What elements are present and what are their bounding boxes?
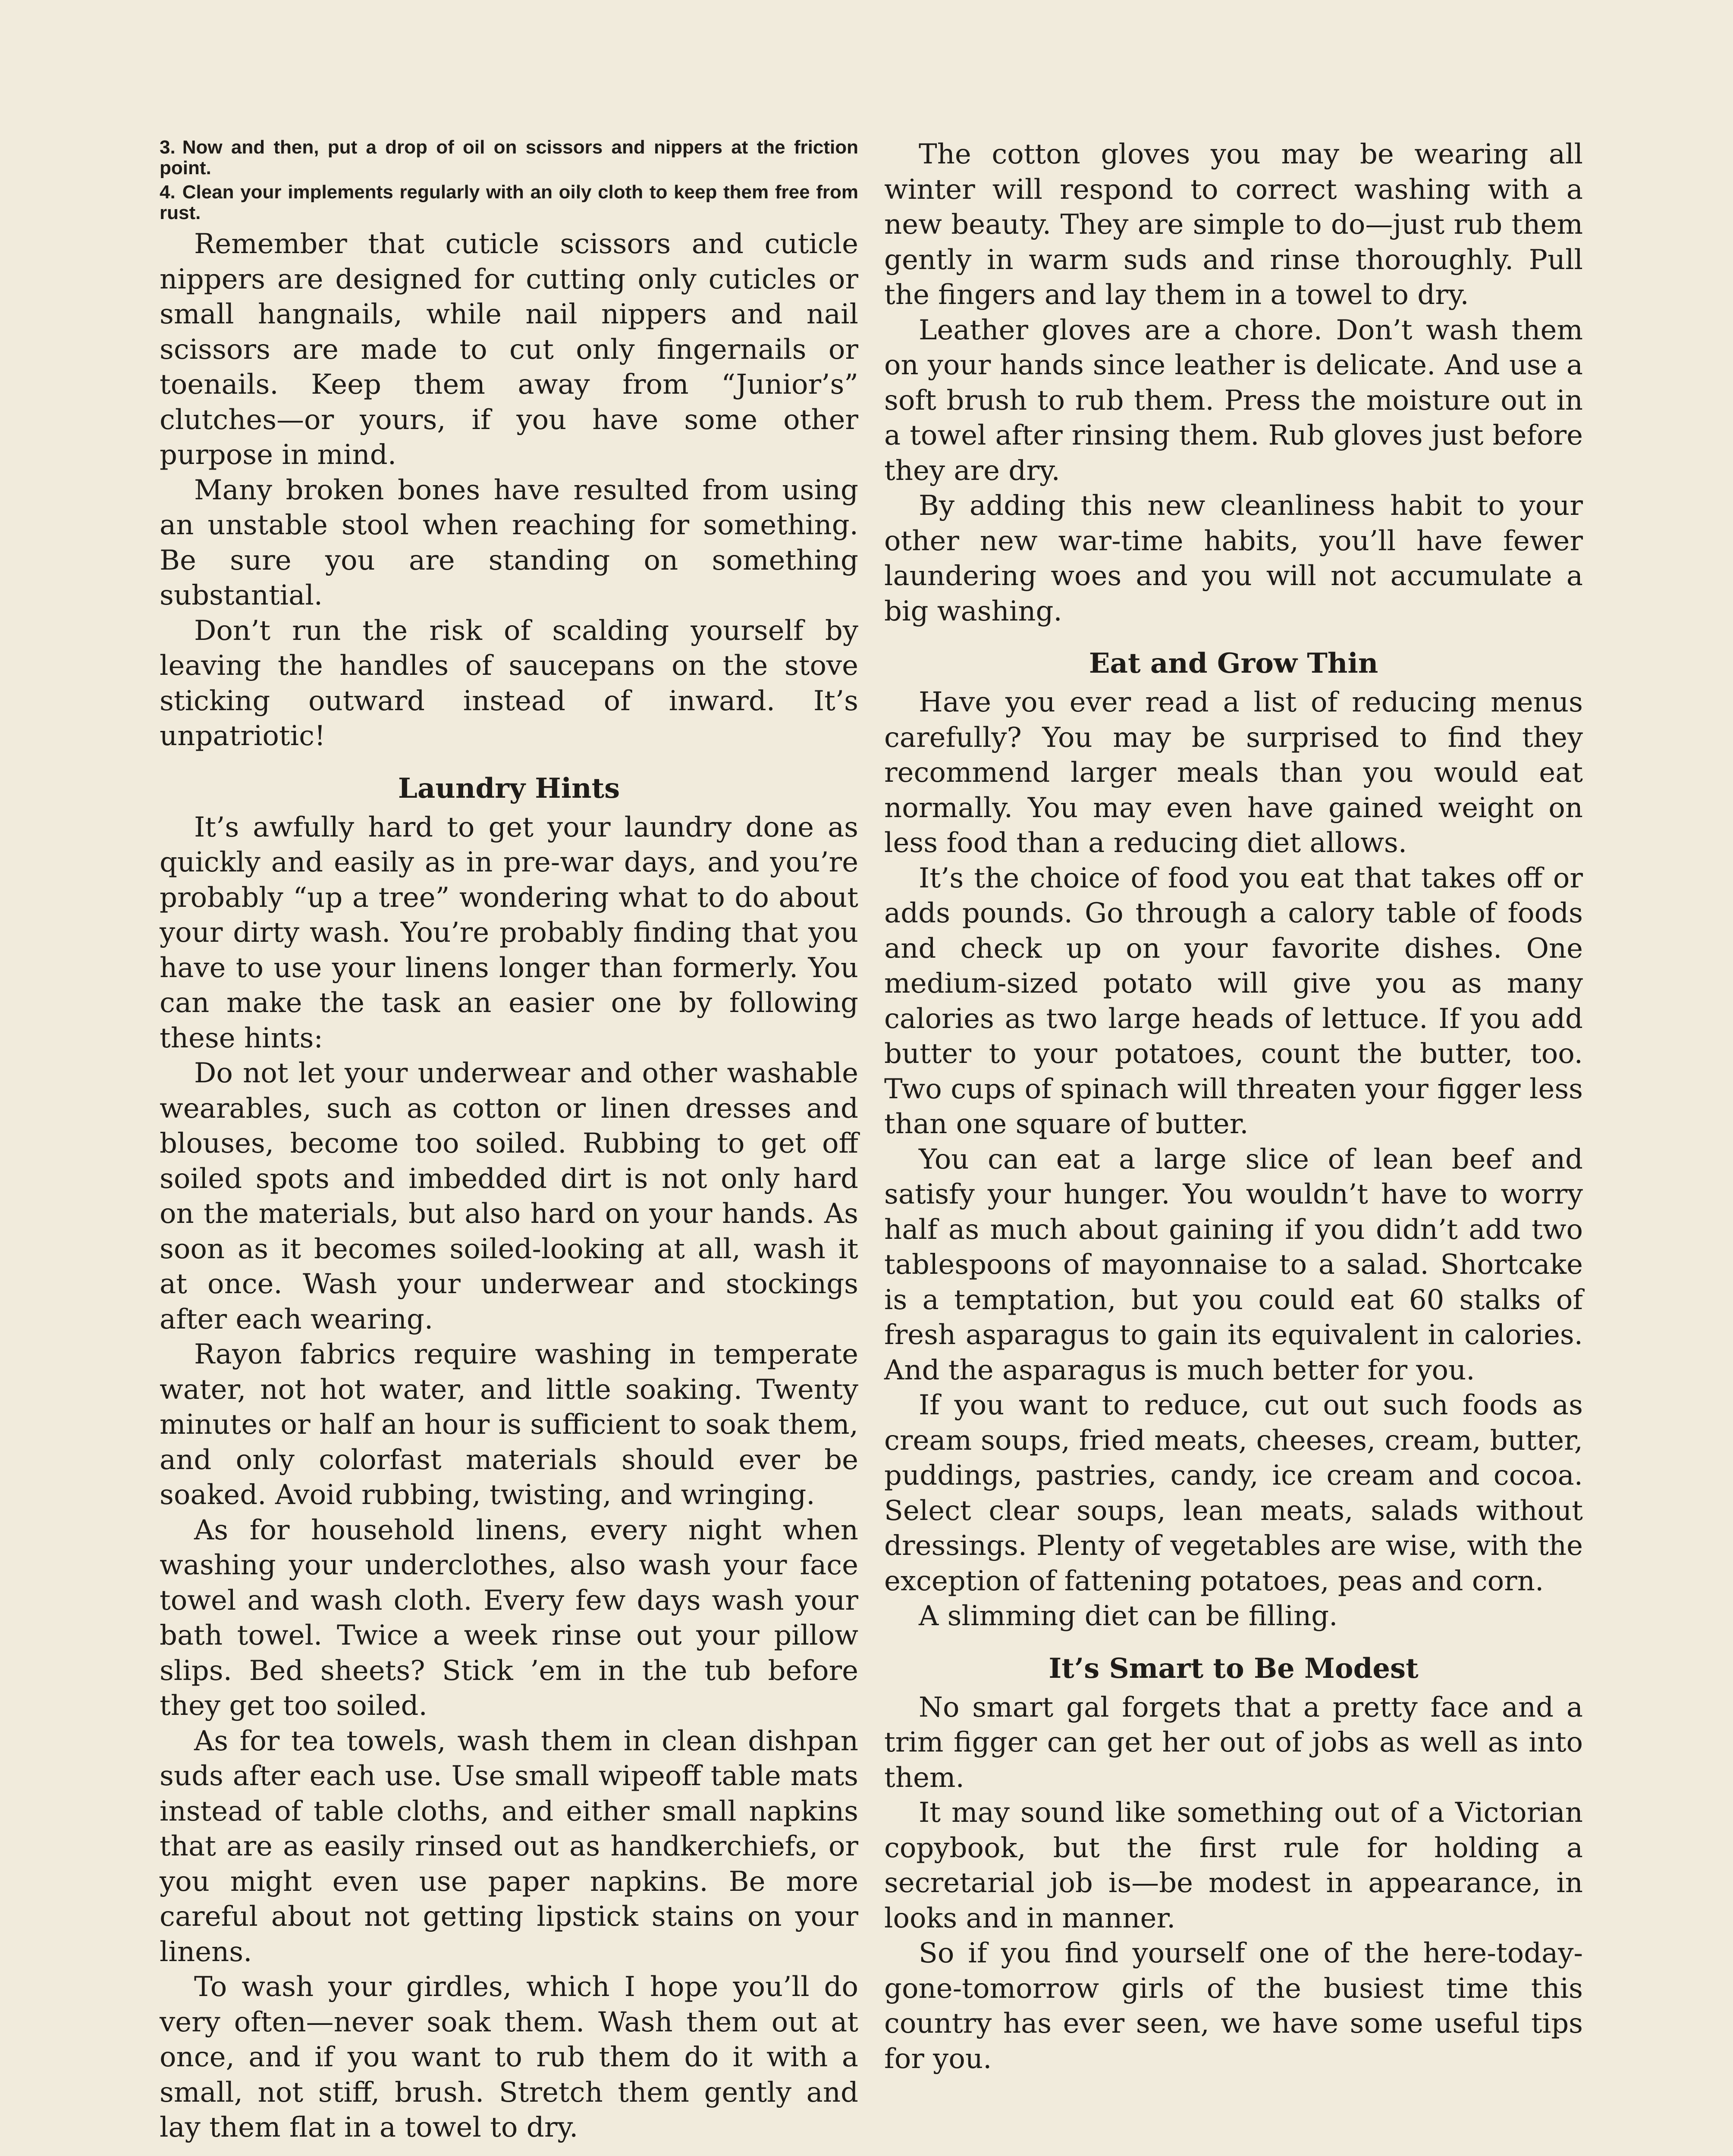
section-heading-laundry-hints: Laundry Hints	[398, 772, 620, 805]
body-paragraph: To wash your girdles, which I hope you’ll do very often—never soak them. Wash them out at once, and if you want to rub them do it with a small, not stiff, brush. Stretch them gently and lay them flat in a towel to dry.	[160, 1971, 858, 2143]
body-paragraph: Rayon fabrics require washing in temperate water, not hot water, and little soaking. Twenty minutes or half an hour is sufficient to soak them, and only colorfast materials should ever be soaked. Avoid rubbing, twisting, and wringing.	[160, 1338, 858, 1511]
body-paragraph: As for tea towels, wash them in clean dishpan suds after each use. Use small wipeoff table mats instead of table cloths, and either small napkins that are as easily rinsed out as handkerchiefs, or you might even use paper napkins. Be more careful about not getting lipstick stains on your linens.	[160, 1725, 858, 1968]
body-paragraph: It’s the choice of food you eat that takes off or adds pounds. Go through a calory table of foods and check up on your favorite dishes. One medium-sized potato will give you as many calories as two large heads of lettuce. If you add butter to your potatoes, count the butter, too. Two cups of spinach will threaten your figger less than one square of butter.	[884, 862, 1583, 1140]
section-heading-smart-to-be-modest: It’s Smart to Be Modest	[1049, 1652, 1419, 1685]
body-paragraph: As for household linens, every night when washing your underclothes, also wash your face towel and wash cloth. Every few days wash your bath towel. Twice a week rinse out your pillow slips. Bed sheets? Stick ’em in the tub before they get too soiled.	[160, 1514, 858, 1722]
body-paragraph: Don’t run the risk of scalding yourself by leaving the handles of saucepans on the stove sticking outward instead of inward. It’s unpatriotic!	[160, 614, 858, 752]
body-paragraph: No smart gal forgets that a pretty face and a trim figger can get her out of jobs as well as into them.	[884, 1691, 1583, 1794]
body-paragraph: A slimming diet can be filling.	[919, 1600, 1338, 1632]
body-paragraph: It’s awfully hard to get your laundry done as quickly and easily as in pre-war days, and you’re probably “up a tree” wondering what to do about your dirty wash. You’re probably finding that you have to use your linens longer than formerly. You can make the task an easier one by following these hints:	[160, 811, 858, 1054]
body-paragraph: Do not let your underwear and other washable wearables, such as cotton or linen dresses and blouses, become too soiled. Rubbing to get off soiled spots and imbedded dirt is not only hard on the materials, but also hard on your hands. As soon as it becomes soiled-looking at all, wash it at once. Wash your underwear and stockings after each wearing.	[160, 1057, 858, 1335]
body-paragraph: It may sound like something out of a Victorian copybook, but the first rule for holding a secretarial job is—be modest in appearance, in looks and in manner.	[884, 1797, 1583, 1934]
body-paragraph: Have you ever read a list of reducing menus carefully? You may be surprised to find they recommend larger meals than you would eat normally. You may even have gained weight on less food than a reducing diet allows.	[884, 686, 1583, 859]
body-paragraph: Remember that cuticle scissors and cuticle nippers are designed for cutting only cuticles or small hangnails, while nail nippers and nail scissors are made to cut only fingernails or toenails. Keep them away from “Junior’s” clutches—or yours, if you have some other purpose in mind.	[160, 228, 858, 471]
body-paragraph: So if you find yourself one of the here-today-gone-tomorrow girls of the busiest time this country has ever seen, we have some useful tips for you.	[884, 1937, 1583, 2075]
body-paragraph: You can eat a large slice of lean beef and satisfy your hunger. You wouldn’t have to worry half as much about gaining if you didn’t add two tablespoons of mayonnaise to a salad. Shortcake is a temptation, but you could eat 60 stalks of fresh asparagus to gain its equivalent in calories. And the asparagus is much better for you.	[884, 1143, 1583, 1386]
body-paragraph: If you want to reduce, cut out such foods as cream soups, fried meats, cheeses, cream, butter, puddings, pastries, candy, ice cream and cocoa. Select clear soups, lean meats, salads without dressings. Plenty of vegetables are wise, with the exception of fattening potatoes, peas and corn.	[884, 1389, 1583, 1597]
numbered-item: 3. Now and then, put a drop of oil on scissors and nippers at the friction point.	[160, 137, 858, 179]
body-paragraph: By adding this new cleanliness habit to your other new war-time habits, you’ll have fewer laundering woes and you will not accumulate a big washing.	[884, 490, 1583, 627]
body-paragraph: The cotton gloves you may be wearing all winter will respond to correct washing with a new beauty. They are simple to do—just rub them gently in warm suds and rinse thoroughly. Pull the fingers and lay them in a towel to dry.	[884, 138, 1583, 311]
section-heading-eat-and-grow-thin: Eat and Grow Thin	[1089, 647, 1378, 680]
right-column	[884, 137, 1583, 2077]
body-paragraph: Many broken bones have resulted from using an unstable stool when reaching for something. Be sure you are standing on something substantial.	[160, 474, 858, 611]
body-paragraph: Leather gloves are a chore. Don’t wash them on your hands since leather is delicate. And use a soft brush to rub them. Press the moisture out in a towel after rinsing them. Rub gloves just before they are dry.	[884, 314, 1583, 487]
numbered-item: 4. Clean your implements regularly with an oily cloth to keep them free from rust.	[160, 182, 858, 223]
left-column	[160, 137, 858, 2146]
